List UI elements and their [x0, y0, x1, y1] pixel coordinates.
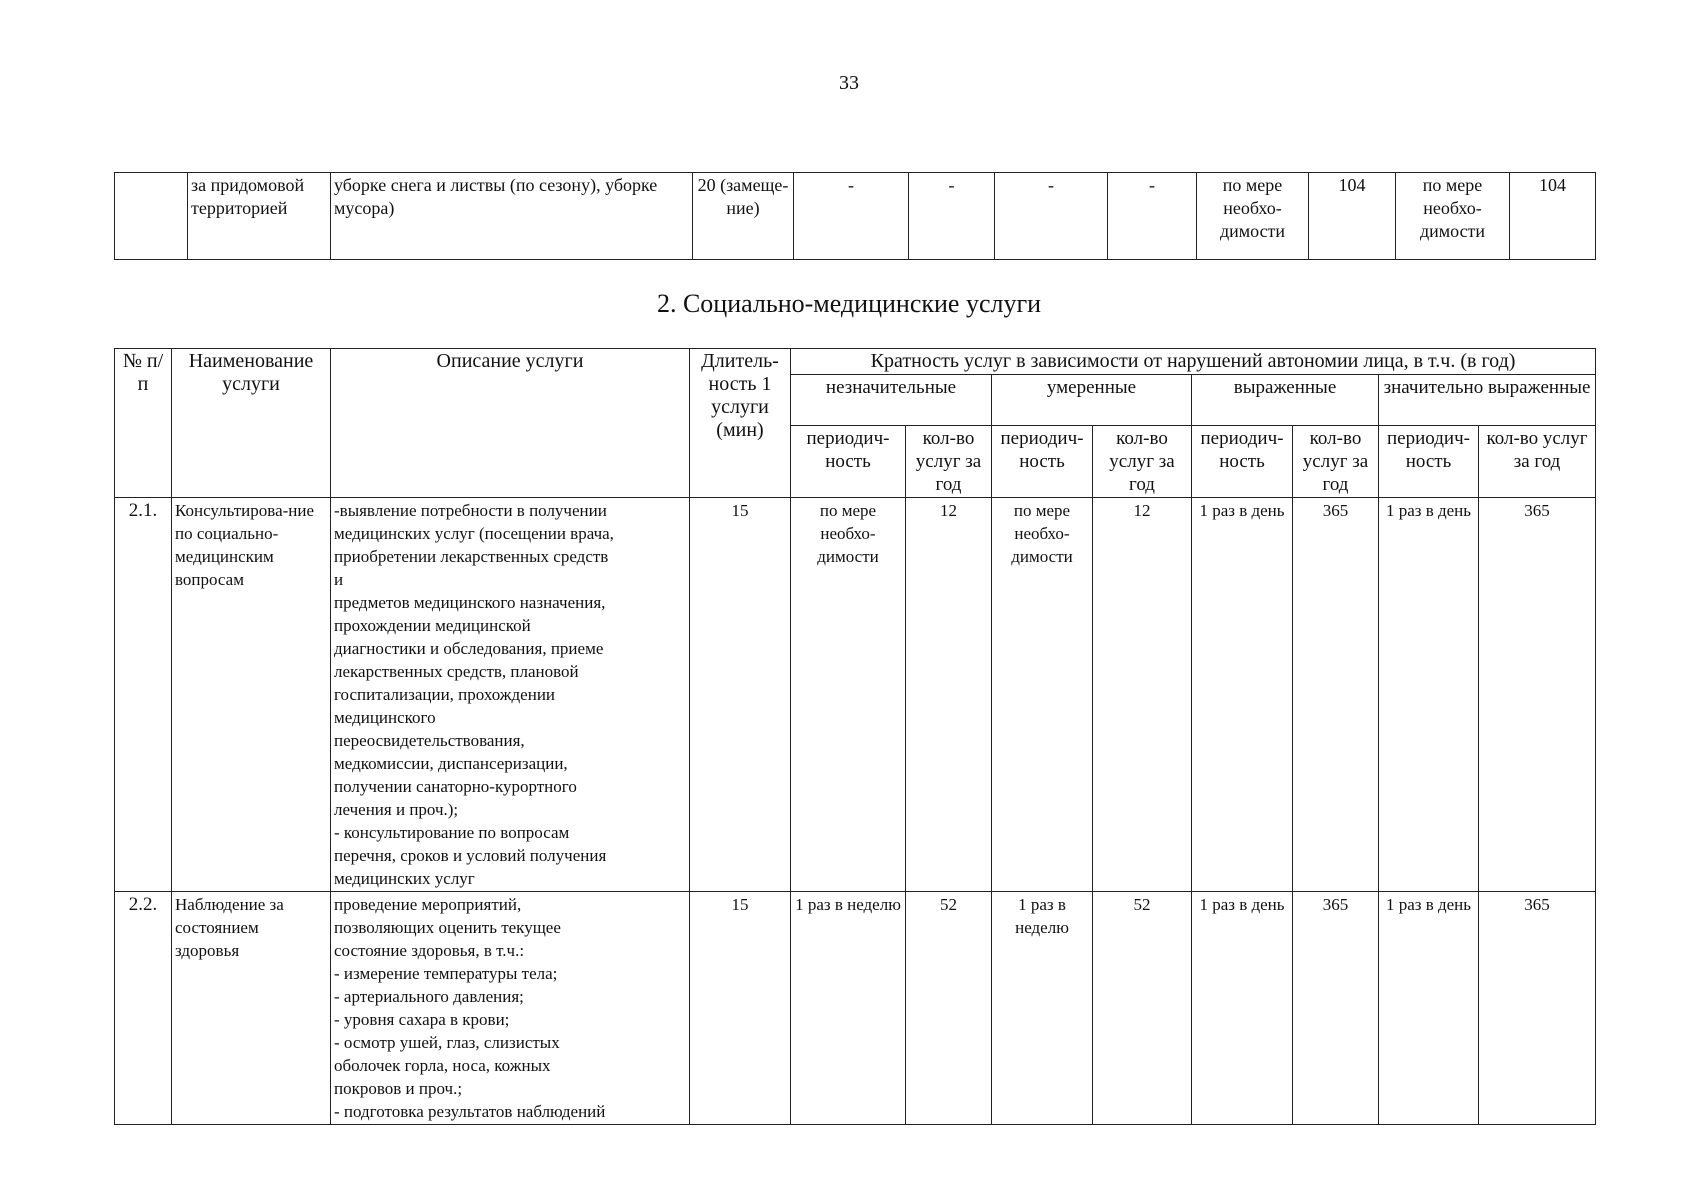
description-line: оболочек горла, носа, кожных	[334, 1056, 551, 1075]
header-very-severe-count: кол-во услуг за год	[1479, 426, 1596, 498]
severe-period: по мере необхо-димости	[1197, 173, 1309, 260]
very-severe-count: 365	[1479, 498, 1596, 892]
header-minor-count: кол-во услуг за год	[906, 426, 992, 498]
moderate-count: 52	[1093, 892, 1192, 1125]
minor-count: 52	[906, 892, 992, 1125]
row-number	[115, 173, 188, 260]
description-line: состояние здоровья, в т.ч.:	[334, 941, 525, 960]
service-name: Наблюдение за состоянием здоровья	[172, 892, 331, 1125]
service-duration: 20 (замеще-ние)	[693, 173, 794, 260]
severe-period: 1 раз в день	[1192, 892, 1293, 1125]
moderate-period: -	[995, 173, 1108, 260]
description-line: - подготовка результатов наблюдений	[334, 1102, 606, 1121]
description-line: лечения и проч.);	[334, 800, 459, 819]
service-duration: 15	[690, 892, 791, 1125]
description-line: диагностики и обследования, приеме	[334, 639, 604, 658]
header-duration: Длитель-ность 1 услуги (мин)	[690, 349, 791, 498]
minor-count: -	[909, 173, 995, 260]
moderate-period: 1 раз в неделю	[992, 892, 1093, 1125]
description-line: предметов медицинского назначения,	[334, 593, 606, 612]
minor-count: 12	[906, 498, 992, 892]
description-line: переосвидетельствования,	[334, 731, 525, 750]
page-number: 33	[839, 72, 859, 94]
service-description: уборке снега и листвы (по сезону), уборке мусора)	[331, 173, 693, 260]
very-severe-count: 365	[1479, 892, 1596, 1125]
description-line: медкомиссии, диспансеризации,	[334, 754, 568, 773]
table-row	[115, 892, 1596, 1125]
header-row-1	[115, 349, 1596, 375]
header-very-severe-period: периодич-ность	[1379, 426, 1479, 498]
table-row	[115, 498, 1596, 892]
minor-period: -	[794, 173, 909, 260]
description-line: медицинских услуг	[334, 869, 475, 888]
header-name: Наименование услуги	[172, 349, 331, 498]
minor-period: 1 раз в неделю	[791, 892, 906, 1125]
row-number: 2.2.	[115, 892, 172, 1125]
very-severe-period: 1 раз в день	[1379, 892, 1479, 1125]
description-line: получении санаторно-курортного	[334, 777, 577, 796]
severe-count: 365	[1293, 498, 1379, 892]
moderate-count: 12	[1093, 498, 1192, 892]
service-name: за придомовой территорией	[188, 173, 331, 260]
header-moderate-period: периодич-ность	[992, 426, 1093, 498]
header-frequency: Кратность услуг в зависимости от нарушений автономии лица, в т.ч. (в год)	[791, 349, 1596, 375]
very-severe-count: 104	[1510, 173, 1596, 260]
header-severe: выраженные	[1192, 375, 1379, 426]
table-row	[115, 173, 1596, 260]
header-minor: незначительные	[791, 375, 992, 426]
very-severe-period: 1 раз в день	[1379, 498, 1479, 892]
description-line: госпитализации, прохождении	[334, 685, 556, 704]
header-moderate-count: кол-во услуг за год	[1093, 426, 1192, 498]
description-line: проведение мероприятий,	[334, 895, 522, 914]
minor-period: по мере необхо-димости	[791, 498, 906, 892]
severe-count: 365	[1293, 892, 1379, 1125]
description-line: - уровня сахара в крови;	[334, 1010, 510, 1029]
description-line: - измерение температуры тела;	[334, 964, 558, 983]
moderate-period: по мере необхо-димости	[992, 498, 1093, 892]
service-duration: 15	[690, 498, 791, 892]
description-line: прохождении медицинской	[334, 616, 531, 635]
description-line: - осмотр ушей, глаз, слизистых	[334, 1033, 560, 1052]
continued-table	[114, 172, 1596, 260]
header-minor-period: периодич-ность	[791, 426, 906, 498]
header-num: № п/п	[115, 349, 172, 498]
description-line: - консультирование по вопросам	[334, 823, 570, 842]
service-description	[331, 892, 690, 1125]
description-line: перечня, сроков и условий получения	[334, 846, 607, 865]
description-line: медицинских услуг (посещении врача,	[334, 524, 614, 543]
header-severe-period: периодич-ность	[1192, 426, 1293, 498]
description-line: лекарственных средств, плановой	[334, 662, 579, 681]
header-moderate: умеренные	[992, 375, 1192, 426]
description-line: позволяющих оценить текущее	[334, 918, 561, 937]
severe-period: 1 раз в день	[1192, 498, 1293, 892]
very-severe-period: по мере необхо-димости	[1396, 173, 1510, 260]
description-line: - артериального давления;	[334, 987, 524, 1006]
header-severe-count: кол-во услуг за год	[1293, 426, 1379, 498]
row-number: 2.1.	[115, 498, 172, 892]
service-name: Консультирова-ние по социально-медицинским вопросам	[172, 498, 331, 892]
description-line: медицинского	[334, 708, 436, 727]
section-title: 2. Социально-медицинские услуги	[656, 289, 1042, 318]
header-very-severe: значительно выраженные	[1379, 375, 1596, 426]
header-description: Описание услуги	[331, 349, 690, 498]
description-line: приобретении лекарственных средств	[334, 547, 609, 566]
services-table	[114, 348, 1596, 1125]
moderate-count: -	[1108, 173, 1197, 260]
description-line: покровов и проч.;	[334, 1079, 463, 1098]
severe-count: 104	[1309, 173, 1396, 260]
service-description	[331, 498, 690, 892]
description-line: -выявление потребности в получении	[334, 501, 607, 520]
description-line: и	[334, 570, 344, 589]
